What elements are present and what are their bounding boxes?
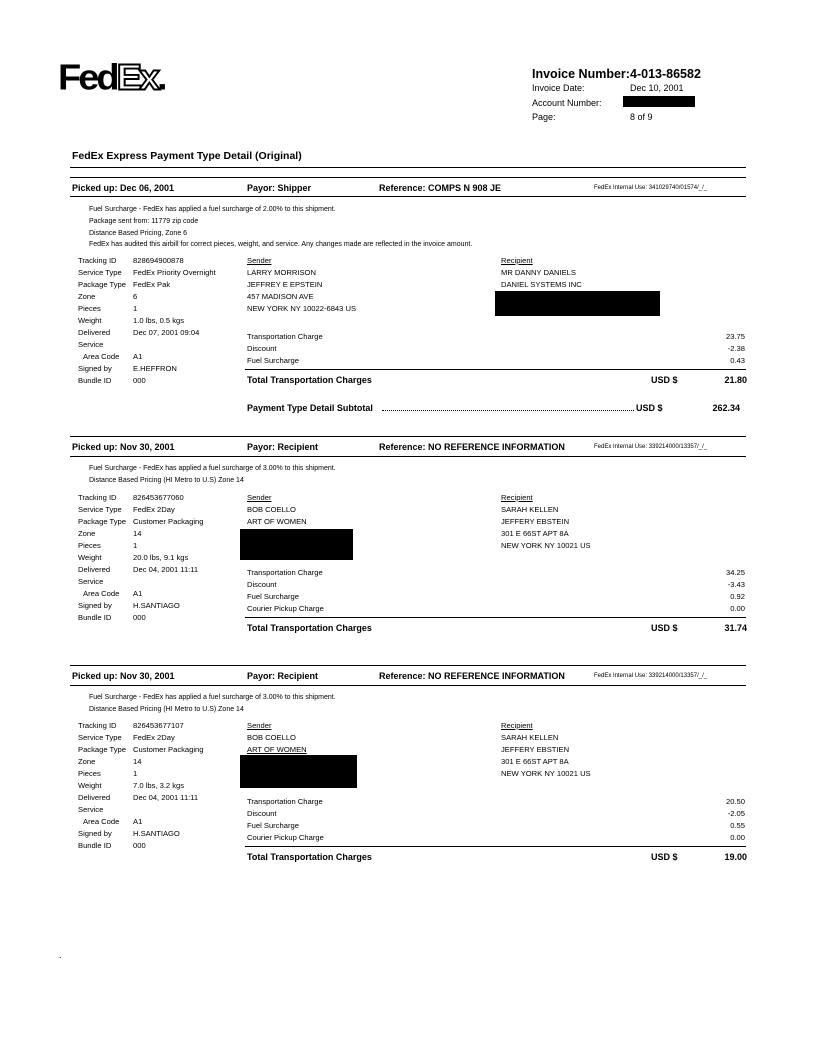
divider	[70, 685, 746, 686]
subtotal-amount: 262.34	[712, 403, 740, 413]
usd-label: USD $	[651, 375, 678, 385]
charge-labels: Transportation Charge Discount Fuel Surcharge Courier Pickup Charge	[247, 797, 324, 842]
charge-amounts: 20.50 -2.05 0.55 0.00	[725, 797, 745, 842]
charge-amounts: 23.75 -2.38 0.43	[725, 332, 745, 365]
divider	[245, 846, 746, 847]
payor: Payor: Shipper	[247, 183, 312, 193]
note: Fuel Surcharge - FedEx has applied a fuel surcharge of 3.00% to this shipment.	[89, 465, 336, 472]
picked-up: Picked up: Nov 30, 2001	[72, 671, 175, 681]
invoice-number-label: Invoice Number:	[532, 67, 630, 81]
total-label: Total Transportation Charges	[247, 852, 372, 862]
recipient-block: Recipient SARAH KELLEN JEFFERY EBSTIEN 301 E 66ST APT 8A NEW YORK NY 10021 US	[501, 721, 591, 778]
divider	[70, 456, 746, 457]
note: Distance Based Pricing (HI Metro to U.S) Zone 14	[89, 705, 244, 713]
footer-mark: .	[59, 950, 62, 960]
shipment-notes	[89, 692, 336, 716]
detail-labels: Tracking ID Service Type Package Type Zone Pieces Weight Delivered Service Area Code Signed by Bundle ID	[78, 721, 126, 850]
sender-block: Sender LARRY MORRISON JEFFREY E EPSTEIN 457 MADISON AVE NEW YORK NY 10022-6843 US	[247, 256, 357, 313]
invoice-date: Dec 10, 2001	[630, 83, 684, 93]
divider	[70, 177, 746, 178]
divider	[70, 167, 746, 168]
recipient-block: Recipient MR DANNY DANIELS DANIEL SYSTEMS INC	[501, 256, 582, 289]
total-label: Total Transportation Charges	[247, 375, 372, 385]
tracking-id: 826453677060	[133, 493, 184, 502]
address-redaction	[495, 291, 660, 316]
note: Fuel Surcharge - FedEx has applied a fuel surcharge of 2.00% to this shipment.	[89, 206, 336, 213]
tracking-id: 826453677107	[133, 721, 184, 730]
note: Distance Based Pricing, Zone 6	[89, 229, 188, 237]
divider	[70, 196, 746, 197]
payor: Payor: Recipient	[247, 671, 319, 681]
detail-labels: Tracking ID Service Type Package Type Zone Pieces Weight Delivered Service Area Code Signed by Bundle ID	[78, 256, 126, 385]
page-label: Page:	[532, 112, 556, 122]
divider	[70, 665, 746, 666]
note: Package sent from: 11779 zip code	[89, 217, 199, 225]
divider	[70, 436, 746, 437]
tracking-id: 828694900878	[133, 256, 184, 265]
note: FedEx has audited this airbill for correct pieces, weight, and service. Any changes made are reflected in the invoice amount.	[89, 241, 473, 249]
page-number: 8 of 9	[630, 112, 653, 122]
internal-use: FedEx Internal Use: 339214000/13357/_/_	[594, 444, 708, 450]
internal-use: FedEx Internal Use: 341029740/01574/_/_	[594, 185, 708, 191]
page-title: FedEx Express Payment Type Detail (Original)	[72, 150, 302, 162]
detail-values: 828694900878 FedEx Priority Overnight FedEx Pak 6 1 1.0 lbs, 0.5 kgs Dec 07, 2001 09:04 A1 E.HEFFRON 000	[133, 256, 216, 385]
fedex-logo: FedEx.	[58, 58, 165, 98]
total-amount: 21.80	[724, 375, 747, 385]
charge-labels: Transportation Charge Discount Fuel Surcharge Courier Pickup Charge	[247, 568, 324, 613]
subtotal-label: Payment Type Detail Subtotal	[247, 403, 373, 413]
divider	[245, 369, 746, 370]
total-amount: 19.00	[724, 852, 747, 862]
reference: Reference: COMPS N 908 JE	[379, 183, 502, 193]
shipment-notes	[89, 463, 336, 487]
charge-labels: Transportation Charge Discount Fuel Surcharge	[247, 332, 323, 365]
payor: Payor: Recipient	[247, 442, 319, 452]
usd-label: USD $	[651, 623, 678, 633]
address-redaction	[240, 529, 353, 560]
invoice-number: 4-013-86582	[630, 67, 701, 81]
recipient-block: Recipient SARAH KELLEN JEFFERY EBSTEIN 301 E 66ST APT 8A NEW YORK NY 10021 US	[501, 493, 591, 550]
shipment-notes	[89, 204, 472, 251]
address-redaction	[240, 755, 357, 788]
invoice-date-label: Invoice Date:	[532, 83, 585, 93]
detail-labels: Tracking ID Service Type Package Type Zone Pieces Weight Delivered Service Area Code Signed by Bundle ID	[78, 493, 126, 622]
total-label: Total Transportation Charges	[247, 623, 372, 633]
picked-up: Picked up: Nov 30, 2001	[72, 442, 175, 452]
note: Distance Based Pricing (HI Metro to U.S) Zone 14	[89, 476, 244, 484]
charge-amounts: 34.25 -3.43 0.92 0.00	[725, 568, 745, 613]
sender-block: Sender BOB COELLO ART OF WOMEN	[247, 721, 307, 754]
detail-values: 826453677107 FedEx 2Day Customer Packaging 14 1 7.0 lbs, 3.2 kgs Dec 04, 2001 11:11 A1 H.SANTIAGO 000	[133, 721, 204, 850]
sender-block: Sender BOB COELLO ART OF WOMEN	[247, 493, 307, 526]
subtotal-usd: USD $	[636, 403, 663, 413]
note: Fuel Surcharge - FedEx has applied a fuel surcharge of 3.00% to this shipment.	[89, 694, 336, 701]
leader-dots	[382, 410, 634, 411]
reference: Reference: NO REFERENCE INFORMATION	[379, 442, 565, 452]
account-number-label: Account Number:	[532, 98, 602, 108]
reference: Reference: NO REFERENCE INFORMATION	[379, 671, 565, 681]
detail-values: 826453677060 FedEx 2Day Customer Packaging 14 1 20.0 lbs, 9.1 kgs Dec 04, 2001 11:11 A1 H.SANTIAGO 000	[133, 493, 204, 622]
internal-use: FedEx Internal Use: 339214000/13357/_/_	[594, 673, 708, 679]
total-amount: 31.74	[724, 623, 747, 633]
account-number-redaction	[623, 96, 695, 107]
divider	[245, 617, 746, 618]
usd-label: USD $	[651, 852, 678, 862]
picked-up: Picked up: Dec 06, 2001	[72, 183, 175, 193]
